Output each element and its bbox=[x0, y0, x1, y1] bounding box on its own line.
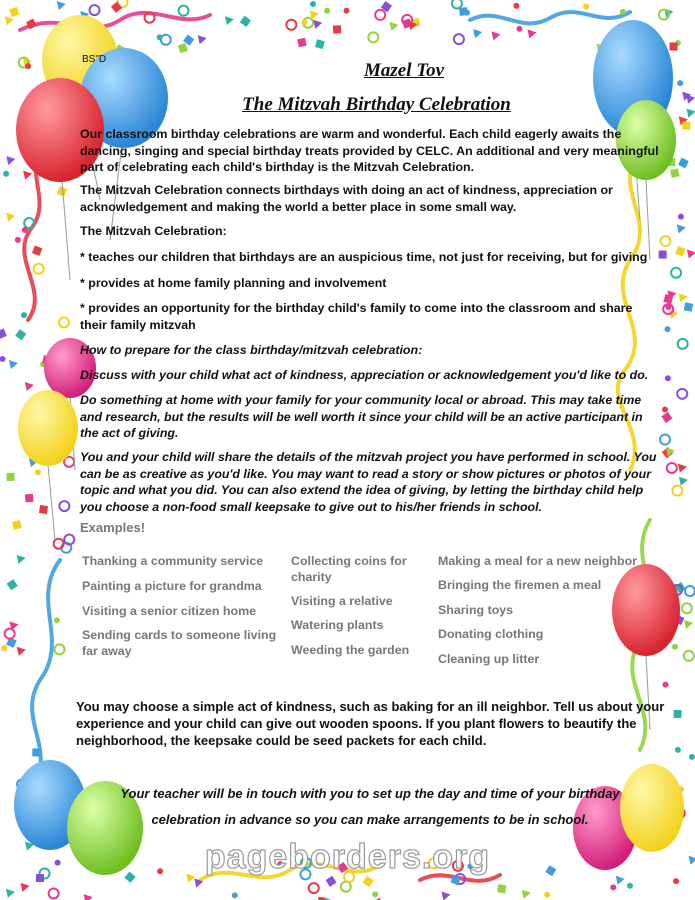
confetti-piece bbox=[15, 237, 21, 243]
confetti-piece bbox=[682, 122, 690, 130]
confetti-piece bbox=[682, 603, 692, 613]
example-item: Donating clothing bbox=[438, 627, 544, 641]
confetti-piece bbox=[685, 586, 695, 596]
confetti-piece bbox=[15, 329, 26, 340]
confetti-piece bbox=[0, 356, 6, 362]
confetti-piece bbox=[678, 214, 684, 220]
confetti-piece bbox=[324, 8, 330, 14]
confetti-piece bbox=[673, 710, 681, 718]
confetti-piece bbox=[302, 19, 308, 25]
confetti-piece bbox=[610, 884, 616, 890]
example-item: Collecting coins for charity bbox=[291, 554, 407, 584]
confetti-piece bbox=[32, 246, 42, 256]
confetti-piece bbox=[662, 682, 668, 688]
confetti-piece bbox=[9, 7, 19, 17]
confetti-piece bbox=[675, 246, 685, 256]
confetti-piece bbox=[662, 406, 668, 412]
confetti-piece bbox=[389, 22, 398, 31]
confetti-piece bbox=[441, 892, 450, 900]
bullet-family-planning: * provides at home family planning and involvement bbox=[80, 276, 387, 290]
confetti-piece bbox=[672, 486, 682, 496]
confetti-piece bbox=[57, 1, 66, 10]
example-item: Sharing toys bbox=[438, 603, 514, 617]
confetti-piece bbox=[583, 4, 589, 10]
confetti-piece bbox=[240, 16, 251, 27]
teacher-note-line2: celebration in advance so you can make arrangements to be in school. bbox=[151, 812, 589, 827]
confetti-piece bbox=[12, 520, 22, 530]
example-item: Watering plants bbox=[291, 618, 384, 632]
confetti-piece bbox=[17, 647, 26, 656]
intro-paragraph: Our classroom birthday celebrations are warm and wonderful. Each child eagerly awaits the dancing, singing and special birthday treats provided by CELC. An additional and very meaningful part of celebrating each child's birthday is the Mitzvah Celebration. bbox=[80, 127, 659, 174]
confetti-piece bbox=[497, 884, 506, 893]
confetti-piece bbox=[34, 264, 44, 274]
confetti-piece bbox=[309, 883, 319, 893]
confetti-piece bbox=[90, 5, 100, 15]
confetti-piece bbox=[372, 891, 378, 897]
confetti-piece bbox=[232, 892, 238, 898]
confetti-piece bbox=[6, 156, 15, 165]
confetti-piece bbox=[3, 171, 9, 177]
confetti-piece bbox=[198, 35, 207, 44]
confetti-piece bbox=[310, 1, 316, 7]
confetti-piece bbox=[0, 328, 7, 338]
confetti-piece bbox=[32, 748, 40, 756]
confetti-piece bbox=[54, 644, 64, 654]
page-title-celebration: The Mitzvah Birthday Celebration bbox=[242, 94, 511, 115]
confetti-piece bbox=[684, 651, 694, 661]
confetti-piece bbox=[6, 473, 14, 481]
confetti-piece bbox=[684, 302, 693, 311]
confetti-piece bbox=[671, 268, 681, 278]
example-item: Sending cards to someone living far away bbox=[82, 628, 277, 658]
prepare-do-something: Do something at home with your family for your community local or abroad. This may take time and research, but the results will be well worth it since your child will be an active participant in the act of giving. bbox=[80, 393, 643, 440]
example-item: Painting a picture for grandma bbox=[82, 579, 262, 593]
confetti-piece bbox=[687, 250, 695, 259]
confetti-piece bbox=[673, 878, 679, 884]
prepare-share: You and your child will share the details of the mitzvah project you have performed in school. You can be as creative as you'd like. You may want to read a story or show pictures or photos of your topic and what you did. You can also extend the idea of giving, by letting the birthday child help you choose a non-food small keepsake to give out to his/her friends in school. bbox=[80, 450, 657, 514]
confetti-piece bbox=[620, 9, 626, 15]
confetti-piece bbox=[491, 31, 500, 40]
example-item: Cleaning up litter bbox=[438, 652, 540, 666]
confetti-piece bbox=[21, 883, 30, 892]
examples-heading: Examples! bbox=[80, 520, 146, 535]
example-item: Bringing the firemen a meal bbox=[438, 578, 602, 592]
connects-paragraph: The Mitzvah Celebration connects birthdays with doing an act of kindness, appreciation or acknowledgement and making the world a better place in some small way. bbox=[80, 183, 613, 214]
confetti-piece bbox=[157, 34, 163, 40]
confetti-piece bbox=[616, 876, 625, 885]
confetti-piece bbox=[1, 645, 7, 651]
confetti-piece bbox=[59, 317, 69, 327]
confetti-piece bbox=[474, 30, 480, 36]
confetti-piece bbox=[454, 34, 464, 44]
confetti-piece bbox=[513, 3, 519, 9]
confetti-piece bbox=[667, 463, 677, 473]
confetti-piece bbox=[677, 389, 687, 399]
confetti-piece bbox=[5, 629, 15, 639]
confetti-piece bbox=[679, 477, 688, 486]
confetti-piece bbox=[375, 10, 385, 20]
bullet-classroom-share: * provides an opportunity for the birthday child's family to come into the classroom and share their family mitzvah bbox=[80, 301, 633, 332]
confetti-piece bbox=[21, 312, 27, 318]
confetti-piece bbox=[6, 213, 15, 222]
teacher-note-line1: Your teacher will be in touch with you to set up the day and time of your birthday bbox=[120, 786, 620, 801]
confetti-piece bbox=[297, 38, 306, 47]
confetti-piece bbox=[23, 171, 32, 180]
confetti-piece bbox=[670, 168, 679, 177]
confetti-piece bbox=[25, 382, 34, 391]
confetti-piece bbox=[678, 339, 688, 349]
confetti-piece bbox=[286, 20, 296, 30]
confetti-piece bbox=[17, 555, 26, 564]
confetti-piece bbox=[49, 888, 59, 898]
confetti-piece bbox=[675, 747, 681, 753]
example-item: Visiting a senior citizen home bbox=[82, 604, 256, 618]
confetti-piece bbox=[677, 224, 686, 233]
page-title-mazel-tov: Mazel Tov bbox=[363, 60, 445, 81]
confetti-piece bbox=[679, 293, 688, 302]
confetti-piece bbox=[627, 883, 633, 889]
confetti-piece bbox=[7, 579, 18, 590]
confetti-piece bbox=[39, 505, 48, 514]
confetti-piece bbox=[333, 25, 341, 33]
confetti-piece bbox=[57, 186, 67, 196]
bsd-mark: BS"D bbox=[82, 54, 107, 65]
example-item: Making a meal for a new neighbor bbox=[438, 554, 637, 568]
confetti-piece bbox=[179, 6, 189, 16]
example-item: Visiting a relative bbox=[291, 594, 393, 608]
list-heading: The Mitzvah Celebration: bbox=[80, 224, 227, 238]
confetti-piece bbox=[672, 644, 678, 650]
confetti-piece bbox=[6, 889, 15, 898]
confetti-piece bbox=[111, 2, 122, 13]
confetti-piece bbox=[527, 29, 536, 38]
confetti-piece bbox=[678, 158, 689, 169]
confetti-piece bbox=[22, 227, 28, 233]
confetti-piece bbox=[178, 43, 188, 53]
confetti-piece bbox=[452, 0, 462, 8]
confetti-piece bbox=[326, 876, 337, 887]
confetti-piece bbox=[54, 617, 60, 623]
confetti-piece bbox=[59, 501, 69, 511]
confetti-piece bbox=[368, 32, 378, 42]
confetti-piece bbox=[363, 876, 374, 887]
example-item: Weeding the garden bbox=[291, 643, 410, 657]
confetti-piece bbox=[516, 26, 522, 32]
confetti-piece bbox=[544, 892, 550, 898]
confetti-piece bbox=[35, 469, 41, 475]
kindness-paragraph: You may choose a simple act of kindness, such as baking for an ill neighbor. Tell us about your experience and your child can give out wooden spoons. If you plant flowers to beautify the neighborhood, the keepsake could be seed packets for each child. bbox=[76, 699, 665, 748]
confetti-piece bbox=[313, 20, 322, 29]
example-item: Thanking a community service bbox=[82, 554, 264, 568]
confetti-piece bbox=[84, 894, 93, 900]
confetti-piece bbox=[665, 326, 671, 332]
prepare-discuss: Discuss with your child what act of kindness, appreciation or acknowledgement you'd like to do. bbox=[80, 368, 649, 382]
bullet-giving: * teaches our children that birthdays are an auspicious time, not just for receiving, but for giving bbox=[80, 250, 648, 264]
confetti-piece bbox=[684, 620, 693, 629]
confetti-piece bbox=[678, 464, 687, 473]
confetti-piece bbox=[669, 42, 677, 50]
confetti-piece bbox=[5, 16, 14, 25]
confetti-piece bbox=[522, 890, 531, 899]
confetti-piece bbox=[464, 10, 470, 16]
confetti-piece bbox=[9, 360, 18, 369]
confetti-piece bbox=[341, 882, 351, 892]
confetti-piece bbox=[689, 754, 695, 760]
confetti-piece bbox=[25, 494, 34, 503]
prepare-heading: How to prepare for the class birthday/mitzvah celebration: bbox=[80, 343, 423, 357]
confetti-piece bbox=[315, 39, 325, 49]
confetti-piece bbox=[225, 16, 234, 25]
confetti-piece bbox=[661, 412, 672, 423]
confetti-piece bbox=[343, 8, 349, 14]
watermark: pageborders.org bbox=[204, 838, 491, 876]
